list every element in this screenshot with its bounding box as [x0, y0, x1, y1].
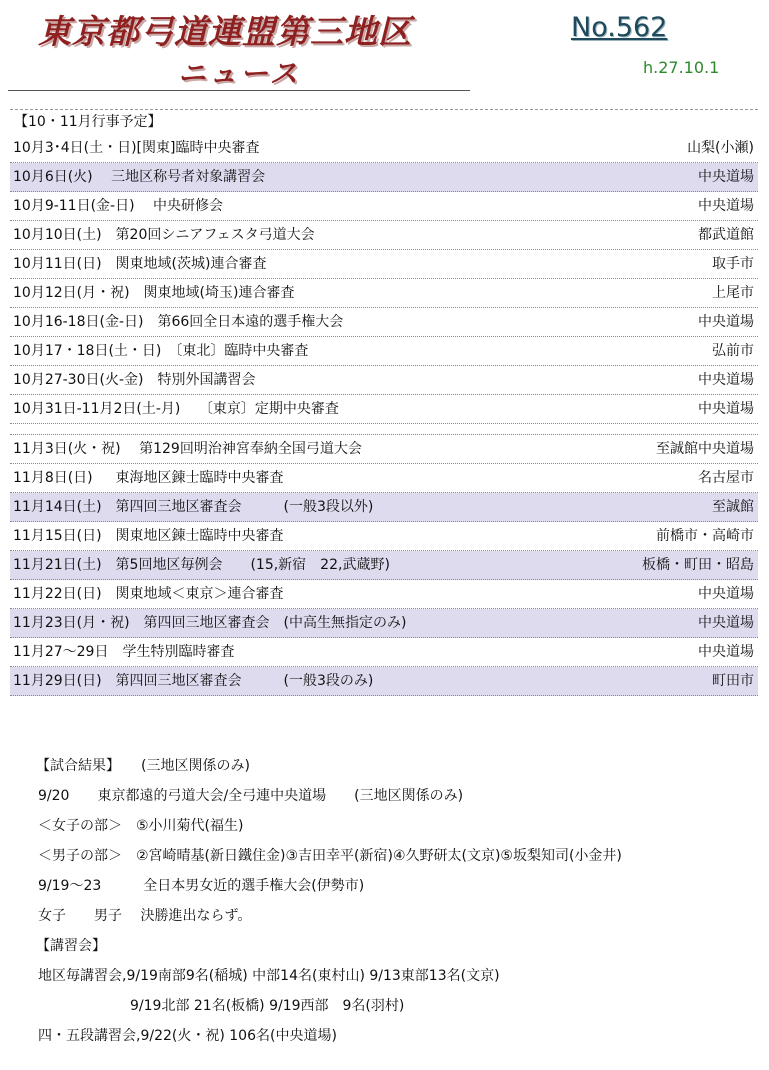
schedule-row [10, 638, 758, 667]
event-venue: 前橋市・高崎市 [656, 528, 754, 544]
result-line: ＜女子の部＞ ⑤小川菊代(福生) [38, 818, 244, 834]
event-name: 11月8日(日) 東海地区錬士臨時中央審査 [13, 470, 284, 486]
schedule-row [10, 580, 758, 609]
event-name: 11月21日(土) 第5回地区毎例会 (15,新宿 22,武蔵野) [13, 557, 390, 573]
schedule-row [10, 279, 758, 308]
event-venue: 名古屋市 [698, 470, 754, 486]
schedule-row [10, 667, 758, 696]
event-name: 10月9-11日(金-日) 中央研修会 [13, 198, 224, 214]
schedule-row [10, 221, 758, 250]
schedule-row [10, 192, 758, 221]
event-venue: 中央道場 [698, 401, 754, 417]
schedule-row [10, 366, 758, 395]
event-name: 11月23日(月・祝) 第四回三地区審査会 (中高生無指定のみ) [13, 615, 407, 631]
event-venue: 弘前市 [712, 343, 754, 359]
result-line: ＜男子の部＞ ②宮崎晴基(新日鐵住金)③吉田幸平(新宿)④久野研太(文京)⑤坂梨知司(小金井) [38, 848, 622, 864]
event-venue: 上尾市 [712, 285, 754, 301]
header-divider [8, 90, 470, 91]
event-name: 11月22日(日) 関東地域＜東京＞連合審査 [13, 586, 284, 602]
schedule-row [10, 250, 758, 279]
event-name: 10月31日-11月2日(土-月) 〔東京〕定期中央審査 [13, 401, 339, 417]
event-venue: 中央道場 [698, 644, 754, 660]
schedule-row [10, 395, 758, 424]
november-events [10, 435, 758, 696]
event-name: 10月27-30日(火-金) 特別外国講習会 [13, 372, 256, 388]
event-venue: 中央道場 [698, 198, 754, 214]
schedule-row [10, 493, 758, 522]
event-venue: 中央道場 [698, 314, 754, 330]
event-venue: 町田市 [712, 673, 754, 689]
newsletter-title: 東京都弓道連盟第三地区 [38, 12, 412, 51]
event-venue: 中央道場 [698, 586, 754, 602]
event-venue: 中央道場 [698, 169, 754, 185]
schedule-row [10, 337, 758, 366]
schedule-row [10, 551, 758, 580]
schedule-row [10, 134, 758, 163]
event-name: 11月27～29日 学生特別臨時審査 [13, 644, 235, 660]
event-venue: 板橋・町田・昭島 [642, 557, 754, 573]
event-name: 10月12日(月・祝) 関東地域(埼玉)連合審査 [13, 285, 295, 301]
issue-number: No.562 [571, 12, 668, 43]
october-events [10, 134, 758, 424]
newsletter-subtitle: ニュース [178, 57, 301, 90]
event-schedule [10, 109, 758, 696]
results-heading: 【試合結果】 (三地区関係のみ) [36, 758, 250, 774]
event-venue: 中央道場 [698, 615, 754, 631]
schedule-row [10, 522, 758, 551]
lecture-line: 地区毎講習会,9/19南部9名(稲城) 中部14名(東村山) 9/13東部13名(文京) [38, 968, 500, 984]
result-line: 9/20 東京都遠的弓道大会/全弓連中央道場 (三地区関係のみ) [38, 788, 464, 804]
event-name: 11月3日(火・祝) 第129回明治神宮奉納全国弓道大会 [13, 441, 362, 457]
lecture-line: 9/19北部 21名(板橋) 9/19西部 9名(羽村) [130, 998, 405, 1014]
event-name: 11月14日(土) 第四回三地区審査会 (一般3段以外) [13, 499, 374, 515]
results-section [38, 751, 763, 1051]
schedule-row [10, 609, 758, 638]
schedule-row [10, 163, 758, 192]
event-venue: 至誠館中央道場 [656, 441, 754, 457]
event-name: 11月29日(日) 第四回三地区審査会 (一般3段のみ) [13, 673, 374, 689]
result-line: 9/19～23 全日本男女近的選手権大会(伊勢市) [38, 878, 365, 894]
month-separator [10, 424, 758, 435]
event-venue: 都武道館 [698, 227, 754, 243]
event-name: 11月15日(日) 関東地区錬士臨時中央審査 [13, 528, 284, 544]
event-name: 10月16-18日(金-日) 第66回全日本遠的選手権大会 [13, 314, 344, 330]
lecture-heading: 【講習会】 [36, 938, 106, 954]
event-venue: 至誠館 [712, 499, 754, 515]
event-name: 10月6日(火) 三地区称号者対象講習会 [13, 169, 266, 185]
result-line: 女子 男子 決勝進出ならず。 [38, 908, 252, 924]
lecture-line: 四・五段講習会,9/22(火・祝) 106名(中央道場) [38, 1028, 337, 1044]
event-venue: 取手市 [712, 256, 754, 272]
event-name: 10月3･4日(土・日)[関東]臨時中央審査 [13, 140, 260, 156]
event-name: 10月17・18日(土・日) 〔東北〕臨時中央審査 [13, 343, 309, 359]
schedule-row [10, 435, 758, 464]
schedule-row [10, 308, 758, 337]
event-name: 10月10日(土) 第20回シニアフェスタ弓道大会 [13, 227, 315, 243]
schedule-heading: 【10・11月行事予定】 [14, 114, 162, 130]
event-venue: 中央道場 [698, 372, 754, 388]
issue-date: h.27.10.1 [643, 58, 720, 77]
schedule-row [10, 464, 758, 493]
event-name: 10月11日(日) 関東地域(茨城)連合審査 [13, 256, 267, 272]
event-venue: 山梨(小瀬) [687, 140, 754, 156]
